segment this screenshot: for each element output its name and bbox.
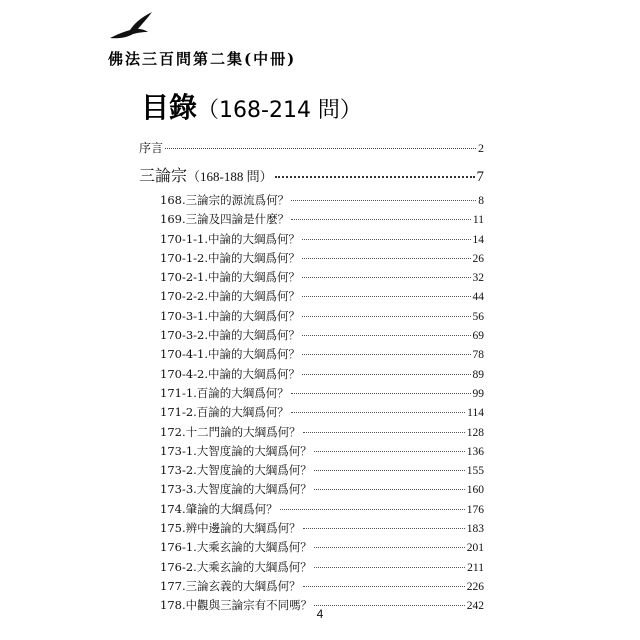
entry-label: 173-2.大智度論的大綱爲何？ <box>160 463 312 478</box>
dot-leader <box>291 393 471 394</box>
preface-page: 2 <box>478 141 484 155</box>
dot-leader <box>291 412 465 413</box>
entry-label: 174.肇論的大綱爲何？ <box>160 501 278 516</box>
entry-page: 155 <box>466 465 484 478</box>
toc-entry[interactable] <box>160 520 484 539</box>
entry-label: 173-1.大智度論的大綱爲何？ <box>160 443 312 458</box>
toc-section-row[interactable] <box>139 163 484 186</box>
toc-range: （168-214 問） <box>197 98 362 123</box>
entry-label: 170-1-2.中論的大綱爲何？ <box>160 250 301 265</box>
entry-label: 170-1-1.中論的大綱爲何？ <box>160 231 301 246</box>
dot-leader <box>302 277 470 278</box>
dot-leader <box>303 586 465 587</box>
toc-entry[interactable] <box>160 578 484 597</box>
entry-label: 173-3.大智度論的大綱爲何？ <box>160 482 312 497</box>
section-page: 7 <box>476 169 484 185</box>
toc-entry[interactable] <box>160 211 484 230</box>
entry-label: 175.辨中邊論的大綱爲何？ <box>160 521 301 536</box>
entry-label: 177.三論玄義的大綱爲何？ <box>160 578 301 593</box>
toc-entry[interactable] <box>160 192 484 211</box>
dot-leader <box>302 316 470 317</box>
dot-leader <box>314 567 465 568</box>
entry-page: 69 <box>472 330 484 343</box>
dot-leader <box>314 451 465 452</box>
entry-label: 178.中觀與三論宗有不同嗎？ <box>160 598 313 613</box>
entry-label: 172.十二門論的大綱爲何？ <box>160 424 301 439</box>
entry-page: 32 <box>472 272 484 285</box>
entry-page: 211 <box>467 561 484 574</box>
entry-page: 44 <box>472 291 484 304</box>
entry-label: 170-3-1.中論的大綱爲何？ <box>160 308 301 323</box>
toc-entry[interactable] <box>160 250 484 269</box>
dot-leader <box>302 258 470 259</box>
entry-label: 171-1.百論的大綱爲何？ <box>160 385 289 400</box>
toc-entry[interactable] <box>160 559 484 578</box>
entry-page: 99 <box>472 387 484 400</box>
section-range: （168-188 問） <box>187 169 273 184</box>
dot-leader <box>280 509 465 510</box>
toc-entry[interactable] <box>160 385 484 404</box>
entry-label: 170-4-1.中論的大綱爲何？ <box>160 347 301 362</box>
toc-entry[interactable] <box>160 443 484 462</box>
page-number: 4 <box>316 607 324 621</box>
dot-leader <box>291 200 476 201</box>
entry-label: 170-4-2.中論的大綱爲何？ <box>160 366 301 381</box>
entry-page: 226 <box>466 580 484 593</box>
entry-label: 171-2.百論的大綱爲何？ <box>160 405 289 420</box>
entry-label: 168.三論宗的源流爲何？ <box>160 193 290 207</box>
entry-page: 160 <box>466 484 484 497</box>
entry-page: 201 <box>466 542 484 555</box>
entry-page: 11 <box>472 214 484 227</box>
toc-entry[interactable] <box>160 539 484 558</box>
toc-title: 目錄 <box>141 91 198 124</box>
dot-leader <box>314 489 465 490</box>
entry-page: 242 <box>466 600 484 613</box>
dot-leader <box>302 335 470 336</box>
entry-page: 14 <box>472 233 484 246</box>
entry-label: 170-2-2.中論的大綱爲何？ <box>160 289 301 304</box>
series-title: 佛法三百問第二集(中冊) <box>108 50 297 68</box>
entry-page: 136 <box>466 445 484 458</box>
toc-entry[interactable] <box>160 269 484 288</box>
dot-leader <box>314 470 465 471</box>
dot-leader <box>291 219 471 220</box>
eagle-icon <box>108 10 156 42</box>
toc-preface-row[interactable] <box>139 139 484 156</box>
toc-entry[interactable] <box>160 462 484 481</box>
entry-page: 8 <box>478 195 484 207</box>
toc-heading <box>141 86 362 126</box>
dot-leader <box>165 148 476 149</box>
dot-leader <box>302 296 470 297</box>
entry-label: 170-3-2.中論的大綱爲何？ <box>160 328 301 343</box>
entry-label: 170-2-1.中論的大綱爲何？ <box>160 270 301 285</box>
entry-label: 176-2.大乘玄論的大綱爲何？ <box>160 559 312 574</box>
toc-entry[interactable] <box>160 308 484 327</box>
entry-page: 26 <box>472 252 484 265</box>
dot-leader <box>275 176 475 178</box>
entry-page: 176 <box>466 503 484 516</box>
entry-label: 176-1.大乘玄論的大綱爲何？ <box>160 540 312 555</box>
entry-page: 183 <box>466 523 484 536</box>
entry-page: 56 <box>472 310 484 323</box>
dot-leader <box>303 432 465 433</box>
dot-leader <box>302 239 470 240</box>
entry-page: 114 <box>467 407 484 420</box>
entry-page: 89 <box>472 368 484 381</box>
entry-page: 128 <box>466 426 484 439</box>
dot-leader <box>302 354 470 355</box>
dot-leader <box>314 547 465 548</box>
toc-entry[interactable] <box>160 346 484 365</box>
toc-entry[interactable] <box>160 501 484 520</box>
preface-label: 序言 <box>139 141 164 155</box>
dot-leader <box>303 528 465 529</box>
toc-entry[interactable] <box>160 231 484 250</box>
section-label: 三論宗 <box>139 166 188 185</box>
toc-entry[interactable] <box>160 288 484 307</box>
entry-label: 169.三論及四論是什麼？ <box>160 212 290 227</box>
toc-entry-list <box>160 192 484 617</box>
toc-entry[interactable] <box>160 481 484 500</box>
toc-entry[interactable] <box>160 404 484 423</box>
toc-entry[interactable] <box>160 366 484 385</box>
toc-entry[interactable] <box>160 424 484 443</box>
toc-entry[interactable] <box>160 327 484 346</box>
entry-page: 78 <box>472 349 484 362</box>
dot-leader <box>302 374 470 375</box>
